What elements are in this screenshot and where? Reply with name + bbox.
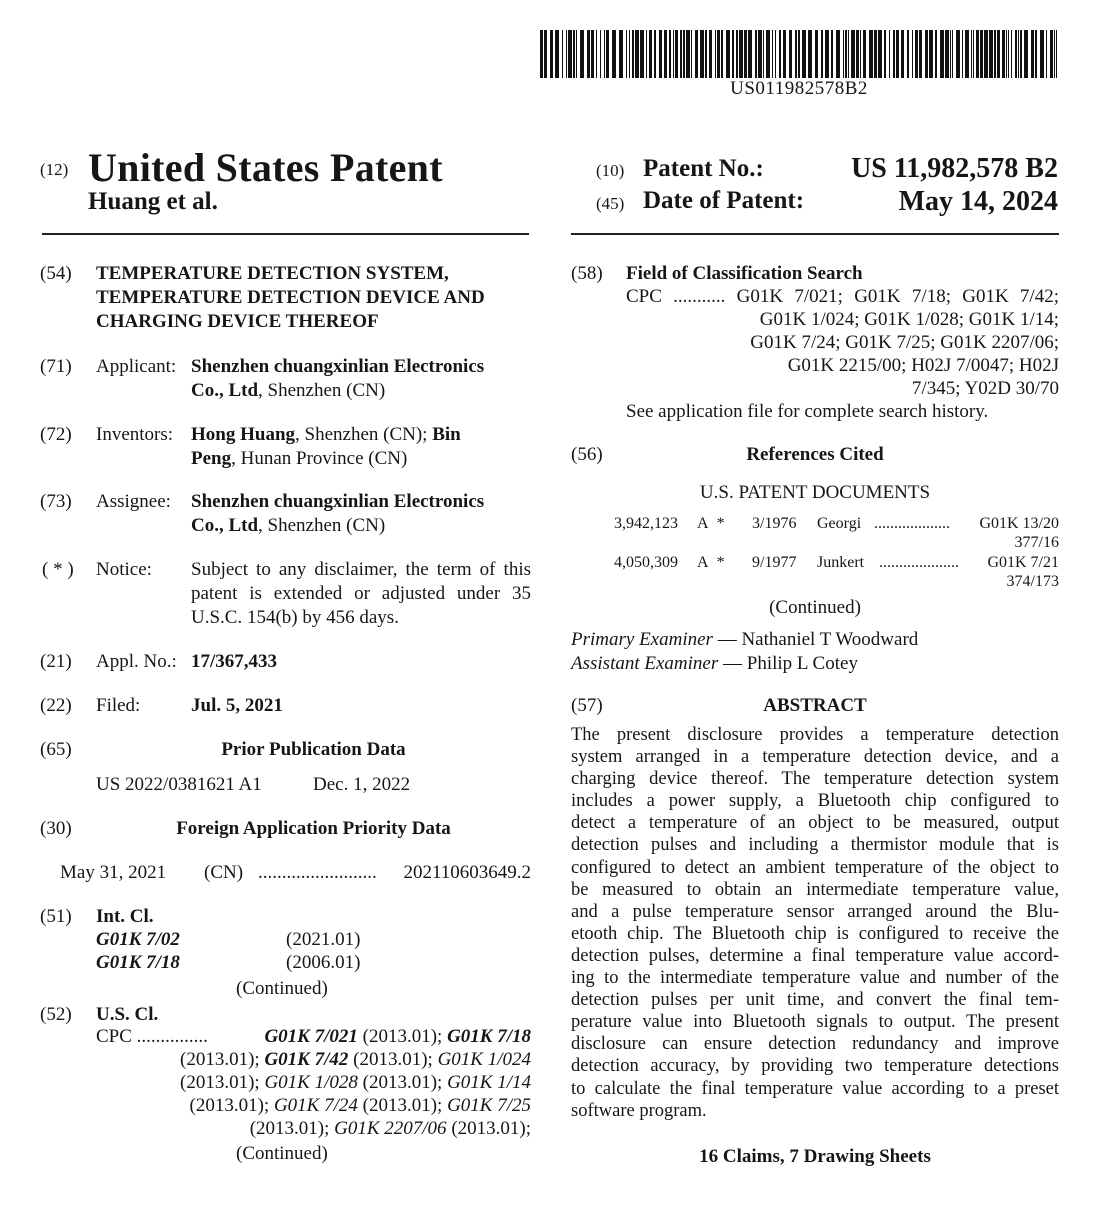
barcode-bar xyxy=(929,30,933,78)
inventors-line-1: Hong Huang, Shenzhen (CN); Bin xyxy=(191,424,461,445)
barcode-bar xyxy=(925,30,928,78)
barcode-bar xyxy=(935,30,937,78)
priority-dots: ......................... xyxy=(258,862,377,883)
divider-right xyxy=(571,233,1059,235)
applicant-name: Shenzhen chuangxinlian Electronics xyxy=(191,356,485,377)
abstract-line: to calculate the final temperature value according to a preset xyxy=(571,1078,1059,1099)
barcode-bar xyxy=(683,30,685,78)
barcode-bar xyxy=(863,30,866,78)
barcode-bar xyxy=(675,30,678,78)
us-cl-line-4: (2013.01); G01K 7/24 (2013.01); G01K 7/25 xyxy=(189,1095,531,1116)
barcode-bar xyxy=(878,30,882,78)
barcode-bar xyxy=(994,30,996,78)
barcode-bar xyxy=(915,30,918,78)
abstract-line: system arranged in a temperature detection device, and a xyxy=(571,747,1059,768)
filed-date: Jul. 5, 2021 xyxy=(191,695,283,716)
barcode-bar xyxy=(997,30,1000,78)
barcode-bar xyxy=(956,30,960,78)
barcode-bar xyxy=(596,30,597,78)
int-cl-class-1: G01K 7/02 xyxy=(96,929,180,950)
barcode-bar xyxy=(629,30,630,78)
int-cl-heading: Int. Cl. xyxy=(96,906,154,927)
foreign-priority-heading: Foreign Application Priority Data xyxy=(176,818,451,839)
barcode-bar xyxy=(748,30,752,78)
barcode-bar xyxy=(755,30,757,78)
priority-date: May 31, 2021 xyxy=(60,862,167,883)
date-label: Date of Patent: xyxy=(643,187,805,214)
barcode-bar xyxy=(632,30,634,78)
barcode-bar xyxy=(1035,30,1037,78)
barcode-bar xyxy=(808,30,812,78)
barcode-bar xyxy=(836,30,840,78)
barcode-bar xyxy=(1056,30,1057,78)
barcode-bar xyxy=(604,30,605,78)
references-continued: (Continued) xyxy=(769,597,861,618)
barcode-bar xyxy=(919,30,922,78)
abstract-line: ing to the intermediate temperature value and number of the xyxy=(571,968,1059,989)
appl-no: 17/367,433 xyxy=(191,651,278,672)
abstract-line: software program. xyxy=(571,1100,707,1121)
barcode-bar xyxy=(654,30,656,78)
priority-number: 202110603649.2 xyxy=(403,862,531,883)
field-search-note: See application file for complete search history. xyxy=(626,401,989,422)
barcode-bar xyxy=(691,30,692,78)
barcode-bar xyxy=(1015,30,1017,78)
barcode-bar xyxy=(544,30,547,78)
barcode-bar xyxy=(540,30,543,78)
notice-line-3: U.S.C. 154(b) by 456 days. xyxy=(191,607,399,628)
barcode-bar xyxy=(798,30,800,78)
barcode-bar xyxy=(971,30,972,78)
us-cl-line-3: (2013.01); G01K 1/028 (2013.01); G01K 1/14 xyxy=(180,1072,531,1093)
barcode-bar xyxy=(984,30,988,78)
barcode-bar xyxy=(568,30,572,78)
us-cl-continued: (Continued) xyxy=(236,1143,328,1164)
notice-label: Notice: xyxy=(96,559,152,580)
priority-country: (CN) xyxy=(204,862,244,883)
code-54: (54) xyxy=(40,263,72,284)
patent-date: May 14, 2024 xyxy=(898,186,1058,217)
int-cl-version-2: (2006.01) xyxy=(286,952,361,973)
barcode-bar xyxy=(848,30,849,78)
barcode-bar xyxy=(550,30,553,78)
int-cl-version-1: (2021.01) xyxy=(286,929,361,950)
barcode-bar xyxy=(700,30,704,78)
field-search-heading: Field of Classification Search xyxy=(626,263,863,284)
inventor-short: Huang et al. xyxy=(88,188,218,215)
code-71: (71) xyxy=(40,356,72,377)
barcode-bar xyxy=(860,30,861,78)
barcode-bar xyxy=(1054,30,1055,78)
barcode-bar xyxy=(896,30,899,78)
barcode-bar xyxy=(715,30,716,78)
barcode-bar xyxy=(1011,30,1012,78)
barcode-bar xyxy=(795,30,797,78)
ref-2-number: 4,050,309 xyxy=(614,554,678,571)
assignee-label: Assignee: xyxy=(96,491,171,512)
barcode-bar xyxy=(1020,30,1022,78)
applicant-label: Applicant: xyxy=(96,356,177,377)
barcode-number: US011982578B2 xyxy=(730,78,868,99)
barcode-bar xyxy=(945,30,949,78)
ref-1-name: Georgi xyxy=(817,515,862,532)
claims-drawings: 16 Claims, 7 Drawing Sheets xyxy=(699,1146,931,1167)
barcode-bar xyxy=(1018,30,1019,78)
ref-2-class: G01K 7/21 xyxy=(987,554,1059,571)
barcode-bar xyxy=(736,30,738,78)
assignee-name: Shenzhen chuangxinlian Electronics xyxy=(191,491,485,512)
us-cl-line-2: (2013.01); G01K 7/42 (2013.01); G01K 1/024 xyxy=(180,1049,531,1070)
barcode-bar xyxy=(664,30,667,78)
barcode-bar xyxy=(779,30,781,78)
barcode-bar xyxy=(726,30,730,78)
barcode-bar xyxy=(626,30,627,78)
barcode-bar xyxy=(815,30,818,78)
barcode-bar xyxy=(587,30,590,78)
barcode-bar xyxy=(772,30,773,78)
barcode xyxy=(540,30,1058,78)
abstract-line: detection pulses and including a thermistor module that is xyxy=(571,835,1059,856)
code-12: (12) xyxy=(40,160,69,179)
ref-1-dots: ................... xyxy=(874,515,950,532)
barcode-bar xyxy=(606,30,609,78)
prior-publication-heading: Prior Publication Data xyxy=(221,739,406,760)
barcode-bar xyxy=(721,30,723,78)
us-cl-cpc-label: CPC ............... xyxy=(96,1026,208,1047)
barcode-bar xyxy=(555,30,559,78)
assignee-line-2: Co., Ltd, Shenzhen (CN) xyxy=(191,515,386,536)
int-cl-continued: (Continued) xyxy=(236,978,328,999)
barcode-bar xyxy=(884,30,886,78)
barcode-bar xyxy=(580,30,584,78)
prior-publication-number: US 2022/0381621 A1 xyxy=(96,774,262,795)
barcode-bar xyxy=(695,30,698,78)
code-52: (52) xyxy=(40,1004,72,1025)
barcode-bar xyxy=(686,30,690,78)
barcode-bar xyxy=(766,30,770,78)
code-22: (22) xyxy=(40,695,72,716)
notice-line-1: Subject to any disclaimer, the term of this xyxy=(191,559,531,580)
barcode-bar xyxy=(821,30,823,78)
field-search-line-3: G01K 7/24; G01K 7/25; G01K 2207/06; xyxy=(750,332,1059,353)
code-65: (65) xyxy=(40,739,72,760)
ref-1-class: G01K 13/20 xyxy=(979,515,1059,532)
code-58: (58) xyxy=(571,263,603,284)
ref-2-kind: A * xyxy=(697,554,725,571)
barcode-bar xyxy=(874,30,877,78)
code-56: (56) xyxy=(571,444,603,465)
abstract-line: The present disclosure provides a temperature detection xyxy=(571,725,1059,745)
abstract-line: detect a temperature of an object to be measured, output xyxy=(571,813,1059,834)
field-search-line-2: G01K 1/024; G01K 1/028; G01K 1/14; xyxy=(759,309,1059,330)
barcode-bar xyxy=(566,30,567,78)
barcode-bar xyxy=(680,30,682,78)
field-search-line-5: 7/345; Y02D 30/70 xyxy=(911,378,1059,399)
barcode-bar xyxy=(825,30,829,78)
barcode-bar xyxy=(889,30,890,78)
barcode-bar xyxy=(635,30,639,78)
us-cl-line-1: G01K 7/021 (2013.01); G01K 7/18 xyxy=(264,1026,531,1047)
code-73: (73) xyxy=(40,491,72,512)
code-57: (57) xyxy=(571,695,603,716)
inventors-label: Inventors: xyxy=(96,424,174,445)
barcode-bar xyxy=(562,30,563,78)
barcode-bar xyxy=(980,30,983,78)
field-search-line-4: G01K 2215/00; H02J 7/0047; H02J xyxy=(787,355,1059,376)
title-line-1: TEMPERATURE DETECTION SYSTEM, xyxy=(96,263,449,284)
barcode-bar xyxy=(989,30,993,78)
divider-left xyxy=(42,233,529,235)
barcode-bar xyxy=(802,30,806,78)
ref-2-date: 9/1977 xyxy=(752,554,797,571)
barcode-bar xyxy=(709,30,712,78)
barcode-bar xyxy=(962,30,963,78)
barcode-bar xyxy=(591,30,594,78)
barcode-bar xyxy=(758,30,762,78)
code-51: (51) xyxy=(40,906,72,927)
filed-label: Filed: xyxy=(96,695,141,716)
barcode-bar xyxy=(952,30,953,78)
assistant-examiner: Assistant Examiner — Philip L Cotey xyxy=(571,653,858,674)
barcode-bar xyxy=(717,30,720,78)
title-line-2: TEMPERATURE DETECTION DEVICE AND xyxy=(96,287,485,308)
us-cl-heading: U.S. Cl. xyxy=(96,1004,159,1025)
barcode-bar xyxy=(659,30,662,78)
inventors-line-2: Peng, Hunan Province (CN) xyxy=(191,448,408,469)
barcode-bar xyxy=(869,30,873,78)
barcode-bar xyxy=(612,30,616,78)
barcode-bar xyxy=(1031,30,1034,78)
barcode-bar xyxy=(649,30,652,78)
barcode-bar xyxy=(1040,30,1044,78)
barcode-bar xyxy=(856,30,859,78)
barcode-bar xyxy=(950,30,951,78)
code-72: (72) xyxy=(40,424,72,445)
barcode-bar xyxy=(973,30,974,78)
barcode-bar xyxy=(901,30,904,78)
notice-line-2: patent is extended or adjusted under 35 xyxy=(191,583,531,604)
barcode-bar xyxy=(669,30,671,78)
abstract-line: detection pulses per unit time, and convert the final tem- xyxy=(571,990,1059,1011)
abstract-line: detection pulses, determine a final temperature value accord- xyxy=(571,945,1059,966)
patent-number: US 11,982,578 B2 xyxy=(851,153,1058,184)
barcode-bar xyxy=(763,30,764,78)
code-10: (10) xyxy=(596,161,625,180)
abstract-body xyxy=(571,724,1059,1122)
applicant-line-2: Co., Ltd, Shenzhen (CN) xyxy=(191,380,386,401)
abstract-line: configured to detect an ambient temperature of the object to xyxy=(571,857,1059,878)
barcode-bar xyxy=(1024,30,1028,78)
document-type: United States Patent xyxy=(88,145,443,190)
code-45: (45) xyxy=(596,194,625,213)
barcode-bar xyxy=(851,30,855,78)
barcode-bar xyxy=(573,30,575,78)
barcode-bar xyxy=(640,30,644,78)
barcode-bar xyxy=(912,30,913,78)
barcode-bar xyxy=(600,30,601,78)
barcode-bar xyxy=(1006,30,1007,78)
barcode-bar xyxy=(1008,30,1009,78)
barcode-bar xyxy=(843,30,844,78)
references-heading: References Cited xyxy=(746,444,884,465)
barcode-bar xyxy=(940,30,944,78)
abstract-line: perature value into Bluetooth signals to output. The present xyxy=(571,1012,1059,1033)
abstract-line: charging device thereof. The temperature detection system xyxy=(571,769,1059,790)
prior-publication-date: Dec. 1, 2022 xyxy=(313,774,411,795)
barcode-bar xyxy=(1050,30,1053,78)
code-30: (30) xyxy=(40,818,72,839)
ref-2-name: Junkert xyxy=(817,554,865,571)
int-cl-class-2: G01K 7/18 xyxy=(96,952,180,973)
abstract-line: disclosure can ensure detection redundancy and improve xyxy=(571,1034,1059,1055)
barcode-bar xyxy=(845,30,847,78)
abstract-heading: ABSTRACT xyxy=(763,695,867,716)
barcode-bar xyxy=(705,30,707,78)
code-notice: ( * ) xyxy=(42,559,74,580)
barcode-bar xyxy=(732,30,734,78)
code-21: (21) xyxy=(40,651,72,672)
barcode-bar xyxy=(619,30,623,78)
us-cl-line-5: (2013.01); G01K 2207/06 (2013.01); xyxy=(249,1118,531,1139)
abstract-line: includes a power supply, a Bluetooth chip configured to xyxy=(571,791,1059,812)
barcode-bar xyxy=(744,30,747,78)
primary-examiner: Primary Examiner — Nathaniel T Woodward xyxy=(571,629,919,650)
barcode-bar xyxy=(907,30,909,78)
ref-1-kind: A * xyxy=(697,515,725,532)
barcode-bar xyxy=(673,30,674,78)
barcode-bar xyxy=(965,30,969,78)
barcode-bar xyxy=(1046,30,1047,78)
barcode-bar xyxy=(831,30,833,78)
us-patent-docs-heading: U.S. PATENT DOCUMENTS xyxy=(699,482,931,503)
ref-2-class-us: 374/173 xyxy=(1006,573,1059,590)
barcode-bar xyxy=(789,30,792,78)
patent-number-label: Patent No.: xyxy=(643,155,764,182)
field-search-line-1: CPC ........... G01K 7/021; G01K 7/18; G01K 7/42; xyxy=(626,286,1059,307)
appl-no-label: Appl. No.: xyxy=(96,651,177,672)
abstract-line: and a pulse temperature sensor arranged around the Blu- xyxy=(571,901,1059,922)
abstract-line: etooth chip. The Bluetooth chip is configured to receive the xyxy=(571,923,1059,944)
barcode-bar xyxy=(775,30,776,78)
barcode-bar xyxy=(739,30,743,78)
barcode-bar xyxy=(893,30,895,78)
barcode-bar xyxy=(976,30,979,78)
ref-1-date: 3/1976 xyxy=(752,515,797,532)
barcode-bar xyxy=(1002,30,1005,78)
barcode-bar xyxy=(646,30,647,78)
abstract-line: detection accuracy, by providing two temperature detections xyxy=(571,1056,1059,1077)
ref-1-number: 3,942,123 xyxy=(614,515,678,532)
abstract-line: be measured to obtain an intermediate temperature value, xyxy=(571,879,1059,900)
ref-1-class-us: 377/16 xyxy=(1014,534,1059,551)
title-line-3: CHARGING DEVICE THEREOF xyxy=(96,311,379,332)
ref-2-dots: .................... xyxy=(879,554,959,571)
barcode-bar xyxy=(576,30,577,78)
barcode-bar xyxy=(783,30,786,78)
